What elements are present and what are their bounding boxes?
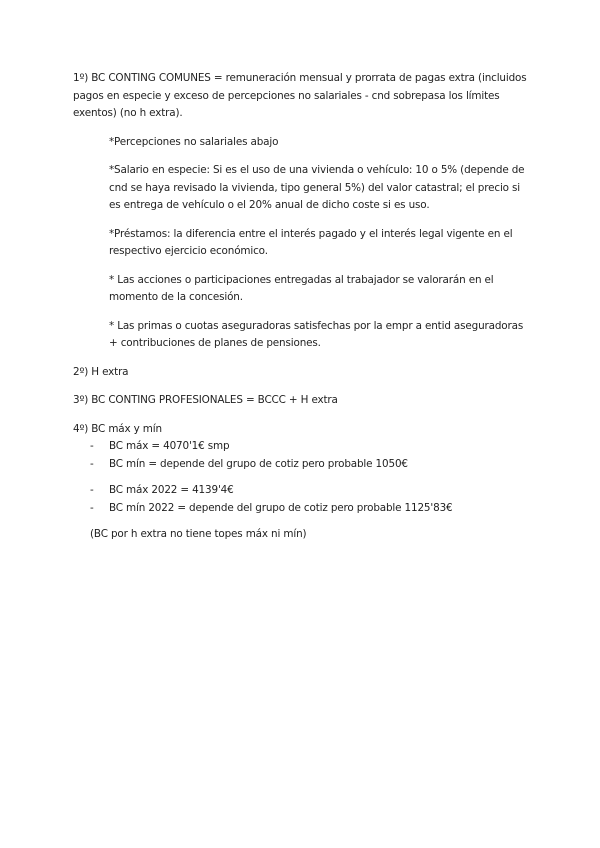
item-3-text: 3º) BC CONTING PROFESIONALES = BCCC + H extra [73, 394, 338, 406]
bc-min-text: BC mín = depende del grupo de cotiz pero probable 1050€ [109, 457, 408, 470]
dash-marker: - [90, 457, 94, 470]
bc-min-2022-text: BC mín 2022 = depende del grupo de cotiz pero probable 1125'83€ [109, 501, 453, 514]
bc-limits-2022-list [73, 482, 533, 517]
dash-marker: - [90, 501, 94, 514]
list-spacer [73, 473, 533, 482]
note-primas: * Las primas o cuotas aseguradoras satisfechas por la empr a entid aseguradoras + contribuciones de planes de pensiones. [109, 319, 524, 349]
item-4-note: (BC por h extra no tiene topes máx ni mín) [90, 528, 307, 540]
note-prestamos: *Préstamos: la diferencia entre el interés pagado y el interés legal vigente en el respectivo ejercicio económico. [109, 227, 513, 257]
note-salario-especie: *Salario en especie: Si es el uso de una vivienda o vehículo: 10 o 5% (depende de cnd se haya revisado la vivienda, tipo general 5%) del valor catastral; el precio si es entrega de vehículo o el 20% anual de dicho coste si es uso. [109, 164, 525, 211]
bc-max-text: BC máx = 4070'1€ smp [109, 440, 230, 452]
note-percepciones: *Percepciones no salariales abajo [109, 135, 279, 148]
item-4-title: 4º) BC máx y mín [73, 422, 162, 435]
item-1-text: 1º) BC CONTING COMUNES = remuneración mensual y prorrata de pagas extra (incluidos pagos en especie y exceso de percepciones no salariales - cnd sobrepasa los límites exentos) (no h extra). [73, 72, 527, 119]
dash-marker: - [90, 484, 94, 496]
note-acciones: * Las acciones o participaciones entregadas al trabajador se valorarán en el momento de la concesión. [109, 273, 494, 303]
list-item [73, 500, 533, 518]
bc-limits-list [73, 438, 533, 473]
dash-marker: - [90, 440, 94, 452]
list-item [73, 438, 533, 456]
list-item [73, 456, 533, 474]
document-content [73, 70, 533, 544]
list-item [73, 482, 533, 500]
bc-max-2022-text: BC máx 2022 = 4139'4€ [109, 484, 234, 496]
item-2-text: 2º) H extra [73, 365, 129, 378]
